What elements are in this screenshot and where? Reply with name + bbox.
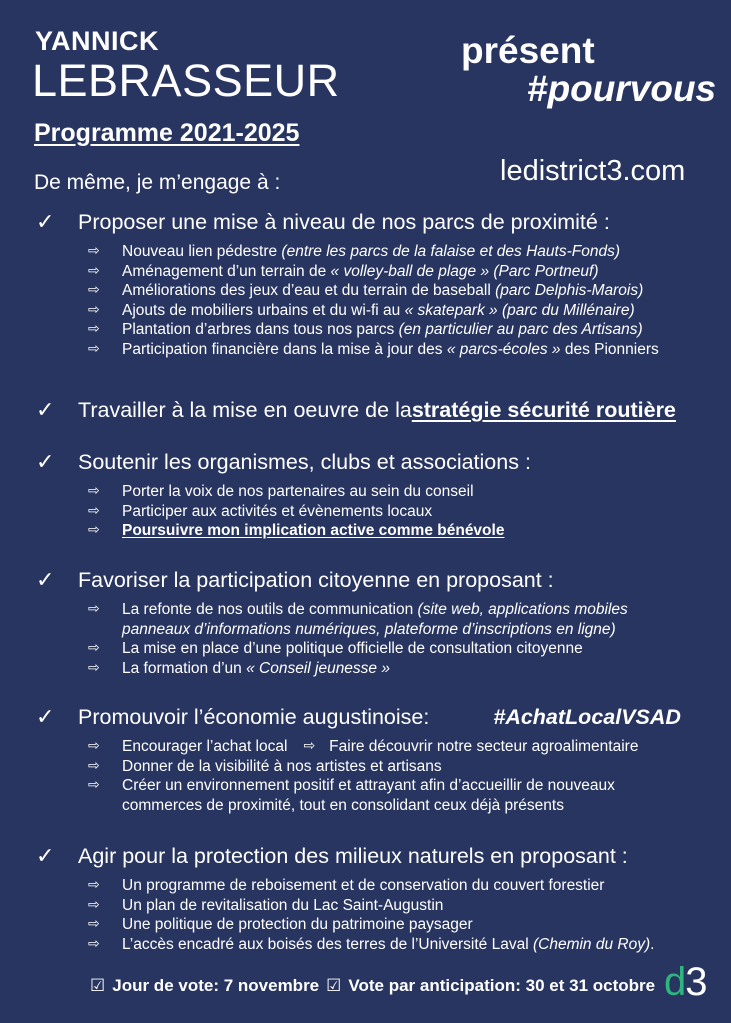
arrow-right-icon: ⇨ xyxy=(88,777,100,793)
list-item: ⇨ Un plan de revitalisation du Lac Saint-Augustin xyxy=(88,896,444,914)
checkmark-icon: ✓ xyxy=(36,705,55,730)
checkmark-icon: ✓ xyxy=(36,398,55,423)
road-safety-strategy: stratégie sécurité routière xyxy=(411,398,676,422)
list-item: ⇨ Créer un environnement positif et attrayant afin d’accueillir de nouveaux commerces de proximité, tout en consolidant ceux déjà présents xyxy=(88,777,615,814)
checkmark-icon: ✓ xyxy=(36,844,55,869)
list-item: ⇨ Nouveau lien pédestre (entre les parcs de la falaise et des Hauts-Fonds) xyxy=(88,243,620,260)
arrow-right-icon: ⇨ xyxy=(88,659,100,676)
section-title: Agir pour la protection des milieux naturels en proposant : xyxy=(78,844,628,868)
list-item: ⇨ Aménagement d’un terrain de « volley-ball de plage » (Parc Portneuf) xyxy=(88,262,599,280)
arrow-right-icon: ⇨ xyxy=(88,896,100,913)
list-item: ⇨ Plantation d’arbres dans tous nos parcs (en particulier au parc des Artisans) xyxy=(88,321,643,338)
advance-vote: Vote par anticipation: 30 et 31 octobre xyxy=(348,976,656,995)
section-title: Soutenir les organismes, clubs et associations : xyxy=(78,450,531,474)
section-organizations xyxy=(36,448,711,541)
list-item: ⇨ La refonte de nos outils de communication (site web, applications mobiles panneaux d’informations numériques, plateforme d’inscriptions en ligne) xyxy=(88,601,628,638)
list-item: ⇨ Un programme de reboisement et de conservation du couvert forestier xyxy=(88,877,605,894)
arrow-right-icon: ⇨ xyxy=(303,738,316,754)
section-title: Proposer une mise à niveau de nos parcs de proximité : xyxy=(78,210,610,234)
arrow-right-icon: ⇨ xyxy=(88,916,100,932)
arrow-right-icon: ⇨ xyxy=(88,243,100,259)
arrow-right-icon: ⇨ xyxy=(88,340,100,357)
checkmark-icon: ✓ xyxy=(36,450,55,475)
section-citizen-participation xyxy=(36,566,711,678)
section-local-economy xyxy=(36,703,711,815)
slogan-hashtag: #pourvous xyxy=(527,68,717,109)
district-logo: d3 xyxy=(664,960,707,1004)
list-item: ⇨ La mise en place d’une politique officielle de consultation citoyenne xyxy=(88,640,583,657)
achat-local-hashtag: #AchatLocalVSAD xyxy=(493,705,681,729)
arrow-right-icon: ⇨ xyxy=(88,935,100,952)
slogan-line-1: présent xyxy=(461,30,595,71)
arrow-right-icon: ⇨ xyxy=(88,757,100,774)
candidate-first-name: YANNICK xyxy=(35,26,160,56)
arrow-right-icon: ⇨ xyxy=(88,262,100,279)
arrow-right-icon: ⇨ xyxy=(88,522,100,538)
program-title: Programme 2021-2025 xyxy=(34,119,300,147)
section-parks xyxy=(36,208,711,359)
arrow-right-icon: ⇨ xyxy=(88,301,100,318)
arrow-right-icon: ⇨ xyxy=(88,321,100,337)
list-item: ⇨ Améliorations des jeux d’eau et du terrain de baseball (parc Delphis-Marois) xyxy=(88,282,644,299)
checkmark-icon: ✓ xyxy=(36,210,55,235)
candidate-last-name: LEBRASSEUR xyxy=(32,55,340,106)
arrow-right-icon: ⇨ xyxy=(88,282,100,298)
section-title: Travailler à la mise en oeuvre de la xyxy=(78,398,412,422)
list-item: ⇨ Participer aux activités et évènements locaux xyxy=(88,502,433,520)
arrow-right-icon: ⇨ xyxy=(88,483,100,499)
list-item: ⇨ L’accès encadré aux boisés des terres de l’Université Laval (Chemin du Roy). xyxy=(88,935,655,953)
website-link[interactable]: ledistrict3.com xyxy=(500,155,686,187)
arrow-right-icon: ⇨ xyxy=(88,738,100,754)
arrow-right-icon: ⇨ xyxy=(88,640,100,656)
list-item: ⇨ Poursuivre mon implication active comme bénévole xyxy=(88,522,505,539)
section-natural-environments xyxy=(36,842,711,954)
section-title: Favoriser la participation citoyenne en proposant : xyxy=(78,568,554,592)
list-item: ⇨ La formation d’un « Conseil jeunesse » xyxy=(88,659,390,677)
checked-box-icon: ☑ xyxy=(90,976,106,996)
section-road-safety xyxy=(36,396,711,425)
checked-box-icon: ☑ xyxy=(326,976,342,996)
intro-text: De même, je m’engage à : xyxy=(34,171,281,194)
section-title: Promouvoir l’économie augustinoise: xyxy=(78,705,430,729)
arrow-right-icon: ⇨ xyxy=(88,502,100,519)
arrow-right-icon: ⇨ xyxy=(88,601,100,617)
list-item: ⇨ Donner de la visibilité à nos artistes et artisans xyxy=(88,757,442,775)
list-item: ⇨ Participation financière dans la mise à jour des « parcs-écoles » des Pionniers xyxy=(88,340,659,358)
list-item: ⇨ Une politique de protection du patrimoine paysager xyxy=(88,916,473,933)
list-item: ⇨ Ajouts de mobiliers urbains et du wi-fi au « skatepark » (parc du Millénaire) xyxy=(88,301,635,319)
list-item: ⇨ Encourager l’achat local ⇨ Faire découvrir notre secteur agroalimentaire xyxy=(88,738,639,755)
list-item: ⇨ Porter la voix de nos partenaires au sein du conseil xyxy=(88,483,474,500)
arrow-right-icon: ⇨ xyxy=(88,877,100,893)
vote-day: Jour de vote: 7 novembre xyxy=(112,976,320,995)
checkmark-icon: ✓ xyxy=(36,568,55,593)
footer-vote-dates xyxy=(90,976,655,996)
